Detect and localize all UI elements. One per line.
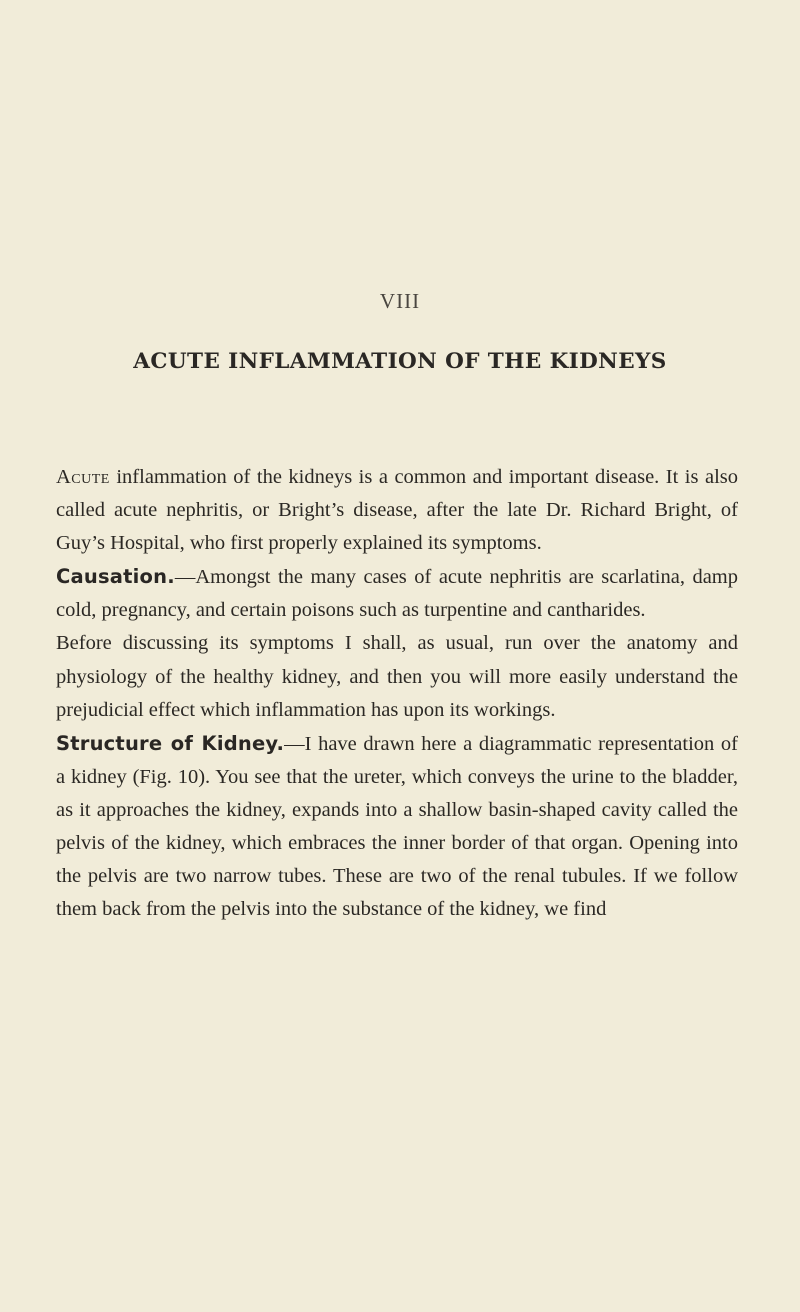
- chapter-number: VIII: [379, 289, 421, 313]
- chapter-body: [56, 461, 738, 926]
- structure-text: —I have drawn here a diagrammatic representation of a kidney (Fig. 10). You see that the ureter, which conveys the urine to the bladder, as it approaches the kidney, expands into a shallow basin-shaped cavity called the pelvis of the kidney, which embraces the inner border of that organ. Opening into the pelvis are two narrow tubes. These are two of the renal tubules. If we follow them back from the pelvis into the substance of the kidney, we find: [56, 732, 738, 921]
- causation-paragraph: [56, 560, 738, 627]
- before-discussing-paragraph: [56, 627, 738, 726]
- intro-paragraph: [56, 461, 738, 560]
- chapter-title: ACUTE INFLAMMATION OF THE KIDNEYS: [133, 349, 667, 374]
- causation-heading: Causation.: [56, 565, 175, 589]
- structure-paragraph: [56, 727, 738, 927]
- intro-lead-word: Acute: [56, 466, 110, 488]
- intro-text: inflammation of the kidneys is a common and important disease. It is also called acute nephritis, or Bright’s disease, after the late Dr. Richard Bright, of Guy’s Hospital, who first properly explained its symptoms.: [56, 466, 738, 555]
- before-discussing-text: Before discussing its symptoms I shall, as usual, run over the anatomy and physiology of the healthy kidney, and then you will more easily understand the prejudicial effect which inflammation has upon its workings.: [56, 632, 738, 721]
- causation-text: —Amongst the many cases of acute nephritis are scarlatina, damp cold, pregnancy, and certain poisons such as turpentine and cantharides.: [56, 566, 738, 622]
- structure-heading: Structure of Kidney.: [56, 731, 285, 755]
